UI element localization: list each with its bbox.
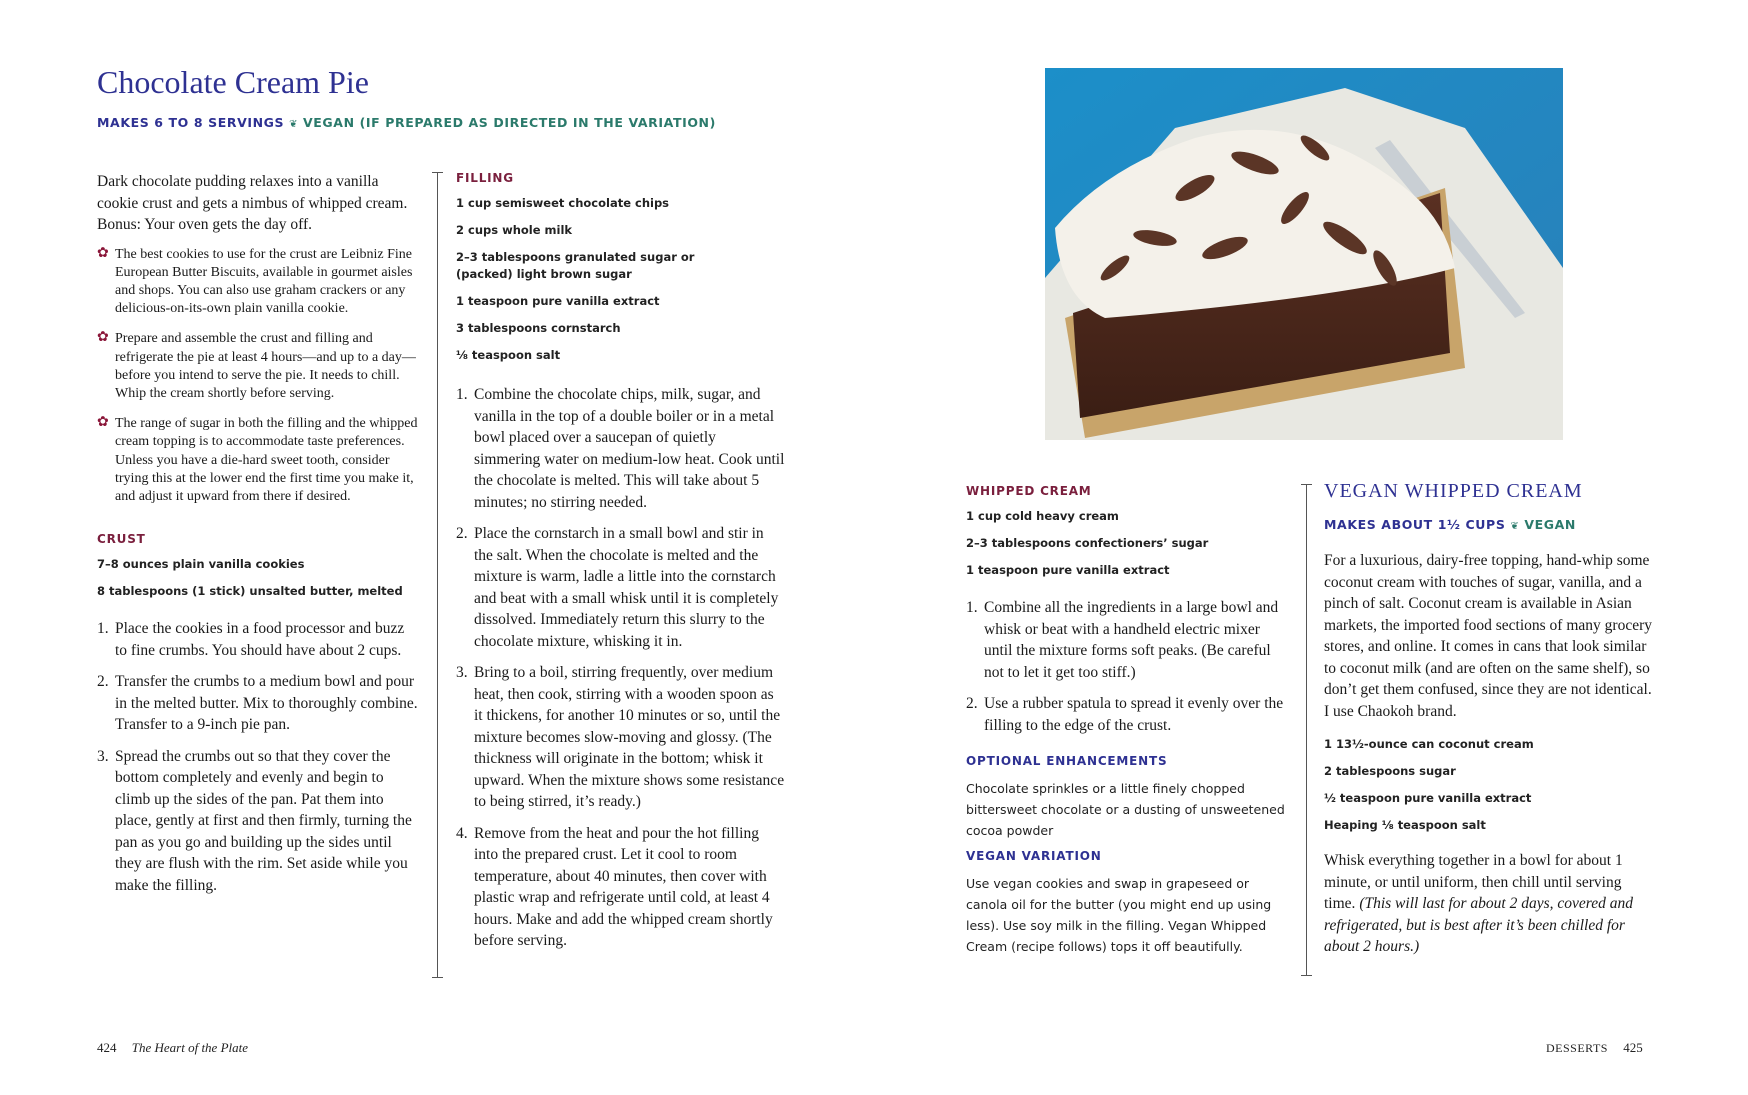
flower-bullet-icon: ✿ — [97, 245, 109, 261]
tip-item: ✿ Prepare and assemble the crust and filling and refrigerate the pie at least 4 hours—and up to a day—before you intend to serve the pie. It needs to chill. Whip the cream shortly before serving. — [97, 330, 416, 401]
left-footer — [97, 1040, 248, 1056]
vegan-note: VEGAN (IF PREPARED AS DIRECTED IN THE VARIATION) — [303, 115, 716, 130]
right-footer — [1546, 1040, 1643, 1056]
crust-label: CRUST — [97, 532, 146, 547]
ingredient: Heaping ⅛ teaspoon salt — [1324, 818, 1486, 832]
left-column — [97, 171, 419, 906]
ingredient: 1 cup cold heavy cream — [966, 509, 1119, 523]
vegan-variation-label: VEGAN VARIATION — [966, 849, 1102, 863]
step-item: 1. Combine the chocolate chips, milk, sugar, and vanilla in the top of a double boiler or in a metal bowl placed over a saucepan of quietly simmering water on medium-low heat. Cook until the chocolate is melted. This will take about 5 minutes; no stirring needed. — [456, 386, 785, 511]
ingredient: 1 cup semisweet chocolate chips — [456, 196, 670, 210]
yield-text: MAKES 6 TO 8 SERVINGS — [97, 115, 285, 130]
flower-bullet-icon: ✿ — [97, 330, 109, 346]
filling-column — [456, 171, 786, 962]
vegan-cream-intro: For a luxurious, dairy-free topping, hand-whip some coconut cream with touches of sugar, vanilla, and a pinch of salt. Coconut cream is available in Asian markets, the imported food sections of many grocery stores, and online. It comes in cans that look similar to coconut milk (and are often on the same shelf), so don’t get them confused, since they are not identical. I use Chaokoh brand. — [1324, 552, 1652, 720]
column-divider — [437, 172, 438, 978]
tip-item: ✿ The best cookies to use for the crust are Leibniz Fine European Butter Biscuits, available in gourmet aisles and shops. You can also use graham crackers or any delicious-on-its-own plain vanilla cookie. — [97, 245, 413, 317]
step-item: 1. Place the cookies in a food processor and buzz to fine crumbs. You should have about 2 cups. — [97, 620, 405, 659]
pie-photo-image — [1045, 68, 1563, 440]
vegan-leaf-icon: ❦ — [289, 119, 299, 130]
recipe-yield-line — [97, 115, 716, 130]
page-number: 424 — [97, 1040, 117, 1055]
vegan-note: VEGAN — [1524, 517, 1576, 532]
pie-photo — [1045, 68, 1563, 440]
whipped-cream-label: WHIPPED CREAM — [966, 484, 1092, 498]
ingredient: ⅛ teaspoon salt — [456, 348, 561, 362]
step-item: 2. Transfer the crumbs to a medium bowl and pour in the melted butter. Mix to thoroughly combine. Transfer to a 9-inch pie pan. — [97, 673, 418, 734]
section-name: DESSERTS — [1546, 1041, 1608, 1055]
column-divider — [1306, 484, 1307, 976]
filling-label: FILLING — [456, 171, 514, 185]
ingredient: 2 cups whole milk — [456, 223, 573, 237]
ingredient: 2 tablespoons sugar — [1324, 764, 1456, 778]
optional-enhancements-text: Chocolate sprinkles or a little finely chopped bittersweet chocolate or a dusting of unsweetened cocoa powder — [966, 781, 1285, 838]
ingredient: 8 tablespoons (1 stick) unsalted butter, melted — [97, 584, 403, 599]
vegan-cream-yield-line — [1324, 517, 1654, 532]
yield-text: MAKES ABOUT 1½ CUPS — [1324, 517, 1506, 532]
step-item: 3. Spread the crumbs out so that they cover the bottom completely and evenly and begin to climb up the sides of the pan. Pat them into place, gently at first and then firmly, turning the pan as you go and building up the sides until they are flush with the rim. Set aside while you make the filling. — [97, 747, 412, 894]
flower-bullet-icon: ✿ — [97, 415, 109, 431]
whipped-cream-column — [966, 484, 1291, 957]
vegan-leaf-icon: ❦ — [1510, 521, 1520, 532]
step-item: 2. Use a rubber spatula to spread it evenly over the filling to the edge of the crust. — [966, 695, 1284, 734]
ingredient: 1 teaspoon pure vanilla extract — [456, 294, 660, 308]
vegan-cream-title: VEGAN WHIPPED CREAM — [1324, 480, 1583, 502]
recipe-intro: Dark chocolate pudding relaxes into a vanilla cookie crust and gets a nimbus of whipped cream. Bonus: Your oven gets the day off. — [97, 173, 408, 233]
ingredient: 3 tablespoons cornstarch — [456, 321, 621, 335]
optional-enhancements-label: OPTIONAL ENHANCEMENTS — [966, 754, 1168, 768]
vegan-cream-method: Whisk everything together in a bowl for about 1 minute, or until uniform, then chill until serving time. (This will last for about 2 days, covered and refrigerated, but is best after it’s been chilled for about 2 hours.) — [1324, 852, 1633, 955]
ingredient: 1 13½-ounce can coconut cream — [1324, 737, 1534, 751]
step-item: 2. Place the cornstarch in a small bowl and stir in the salt. When the chocolate is melted and the mixture is warm, ladle a little into the cornstarch and beat with a small whisk until it is completely dissolved. Immediately return this slurry to the chocolate mixture, whisking it in. — [456, 525, 779, 650]
vegan-cream-column — [1324, 480, 1654, 958]
ingredient: 7–8 ounces plain vanilla cookies — [97, 557, 305, 572]
vegan-variation-text: Use vegan cookies and swap in grapeseed or canola oil for the butter (you might end up using less). Use soy milk in the filling. Vegan Whipped Cream (recipe follows) tops it off beautifully. — [966, 876, 1272, 954]
book-title: The Heart of the Plate — [131, 1040, 249, 1055]
step-item: 4. Remove from the heat and pour the hot filling into the prepared crust. Let it cool to room temperature, about 40 minutes, then cover with plastic wrap and refrigerate until cold, at least 4 hours. Make and add the whipped cream shortly before serving. — [456, 824, 773, 949]
ingredient: 1 teaspoon pure vanilla extract — [966, 563, 1170, 577]
step-item: 3. Bring to a boil, stirring frequently, over medium heat, then cook, stirring with a wooden spoon as it thickens, for another 10 minutes or so, until the mixture becomes slow-moving and glossy. (The thickness will originate in the bottom; whisk it upward. When the mixture shows some resistance to being stirred, it’s ready.) — [456, 664, 785, 810]
tip-item: ✿ The range of sugar in both the filling and the whipped cream topping is to accommodate taste preferences. Unless you have a die-hard sweet tooth, consider trying this at the lower end the first time you make it, and adjust it upward from there if desired. — [97, 415, 418, 504]
step-item: 1. Combine all the ingredients in a large bowl and whisk or beat with a handheld electric mixer until the mixture forms soft peaks. (Be careful not to let it get too stiff.) — [966, 599, 1279, 681]
ingredient: ½ teaspoon pure vanilla extract — [1324, 791, 1532, 805]
page-number: 425 — [1623, 1040, 1643, 1055]
recipe-title: Chocolate Cream Pie — [97, 64, 369, 100]
ingredient: 2–3 tablespoons granulated sugar or (packed) light brown sugar — [456, 250, 695, 281]
ingredient: 2–3 tablespoons confectioners’ sugar — [966, 536, 1209, 550]
